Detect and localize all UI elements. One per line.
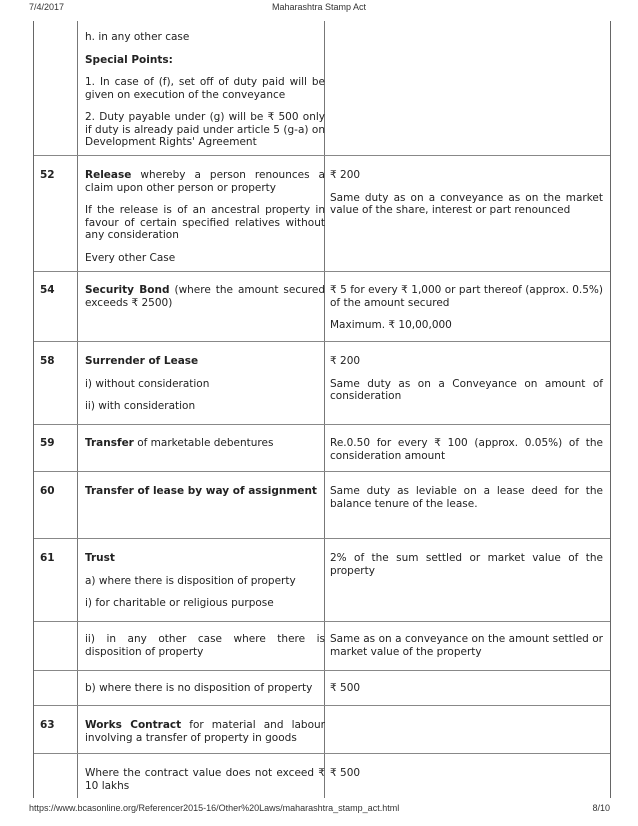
description-cell bbox=[85, 485, 325, 508]
page-footer bbox=[0, 803, 638, 817]
table-row bbox=[34, 472, 610, 539]
description-cell bbox=[85, 719, 325, 754]
table-row bbox=[34, 425, 610, 472]
duty-line: ₹ 500 bbox=[330, 767, 361, 779]
table-row bbox=[34, 671, 610, 706]
duty-line: Same as on a conveyance on the amount settled or market value of the property bbox=[330, 633, 603, 658]
description-line: ii) with consideration bbox=[85, 400, 196, 412]
duty-cell bbox=[330, 682, 603, 705]
article-number: 60 bbox=[40, 485, 55, 497]
duty-cell bbox=[330, 355, 603, 413]
article-title: Surrender of Lease bbox=[85, 355, 199, 367]
article-number: 58 bbox=[40, 355, 55, 367]
article-number: 61 bbox=[40, 552, 55, 564]
description-cell bbox=[85, 169, 325, 274]
description-line: If the release is of an ancestral property in favour of certain specified relatives without any consideration bbox=[85, 204, 325, 241]
header-title: Maharashtra Stamp Act bbox=[271, 2, 367, 12]
description-cell bbox=[85, 552, 325, 620]
duty-cell bbox=[330, 169, 603, 227]
description-cell bbox=[85, 633, 325, 668]
description-line: Every other Case bbox=[85, 251, 176, 264]
description-line: i) for charitable or religious purpose bbox=[85, 597, 274, 609]
special-point: 1. In case of (f), set off of duty paid will be given on execution of the conveyance bbox=[85, 76, 325, 101]
duty-line: ₹ 5 for every ₹ 1,000 or part thereof (approx. 0.5%) of the amount secured bbox=[330, 284, 603, 309]
article-title-detail: of marketable debentures bbox=[133, 437, 274, 449]
duty-cell bbox=[330, 552, 603, 587]
description-line: h. in any other case bbox=[85, 31, 190, 43]
table-row bbox=[34, 622, 610, 671]
article-title-detail: (where the amount secured exceeds ₹ 2500) bbox=[85, 284, 326, 309]
duty-line: 2% of the sum settled or market value of the property bbox=[330, 552, 603, 577]
duty-line: Same duty as leviable on a lease deed for the balance tenure of the lease. bbox=[330, 485, 603, 510]
description-line: Where the contract value does not exceed ₹ 10 lakhs bbox=[85, 767, 325, 792]
page-number: 8/10 bbox=[592, 803, 610, 813]
special-point: 2. Duty payable under (g) will be ₹ 500 only if duty is already paid under article 5 (g-a) on Development Rights' Agreement bbox=[85, 111, 325, 148]
description-cell bbox=[85, 355, 325, 423]
header-date: 7/4/2017 bbox=[29, 2, 65, 12]
duty-cell bbox=[330, 633, 603, 668]
article-number: 54 bbox=[40, 284, 55, 296]
article-number: 59 bbox=[40, 437, 55, 449]
article-title: Security Bond bbox=[85, 284, 170, 296]
description-cell bbox=[85, 284, 325, 319]
duty-line: ₹ 200 bbox=[330, 355, 361, 367]
article-title: Release bbox=[85, 169, 132, 181]
description-cell bbox=[85, 31, 325, 159]
duty-cell bbox=[330, 485, 603, 520]
description-cell bbox=[85, 682, 325, 705]
description-cell bbox=[85, 767, 325, 802]
article-number: 63 bbox=[40, 719, 55, 731]
article-number: 52 bbox=[40, 169, 55, 181]
description-line: ii) in any other case where there is disposition of property bbox=[85, 633, 325, 658]
article-title: Works Contract bbox=[85, 719, 182, 731]
duty-cell bbox=[330, 767, 603, 790]
duty-line: Same duty as on a Conveyance on amount of consideration bbox=[330, 377, 603, 402]
article-title: Trust bbox=[85, 552, 115, 564]
page-header bbox=[0, 2, 638, 16]
description-line: b) where there is no disposition of property bbox=[85, 682, 313, 694]
table-row bbox=[34, 156, 610, 272]
stamp-duty-table bbox=[33, 21, 611, 798]
description-cell bbox=[85, 437, 325, 460]
duty-line: Re.0.50 for every ₹ 100 (approx. 0.05%) of the consideration amount bbox=[330, 437, 603, 462]
special-points-title: Special Points: bbox=[85, 53, 173, 66]
duty-cell bbox=[330, 437, 603, 472]
description-line: a) where there is disposition of property bbox=[85, 574, 296, 587]
table-row bbox=[34, 754, 610, 798]
article-title-detail: whereby a person renounces a claim upon other person or property bbox=[85, 169, 325, 194]
article-title: Transfer of lease by way of assignment bbox=[85, 485, 317, 497]
duty-cell bbox=[330, 284, 603, 342]
duty-line: ₹ 500 bbox=[330, 682, 361, 694]
description-line: i) without consideration bbox=[85, 377, 210, 390]
table-row bbox=[34, 706, 610, 754]
duty-line: ₹ 200 bbox=[330, 169, 361, 181]
duty-line: Same duty as on a conveyance as on the market value of the share, interest or part renounced bbox=[330, 191, 603, 216]
table-row bbox=[34, 21, 610, 156]
article-title-detail: for material and labour involving a transfer of property in goods bbox=[85, 719, 325, 744]
table-row bbox=[34, 342, 610, 425]
table-row bbox=[34, 539, 610, 622]
article-title: Transfer bbox=[85, 437, 134, 449]
table-row bbox=[34, 272, 610, 342]
duty-line: Maximum. ₹ 10,00,000 bbox=[330, 319, 452, 331]
footer-url[interactable]: https://www.bcasonline.org/Referencer2015-16/Other%20Laws/maharashtra_stamp_act.html bbox=[29, 803, 400, 813]
